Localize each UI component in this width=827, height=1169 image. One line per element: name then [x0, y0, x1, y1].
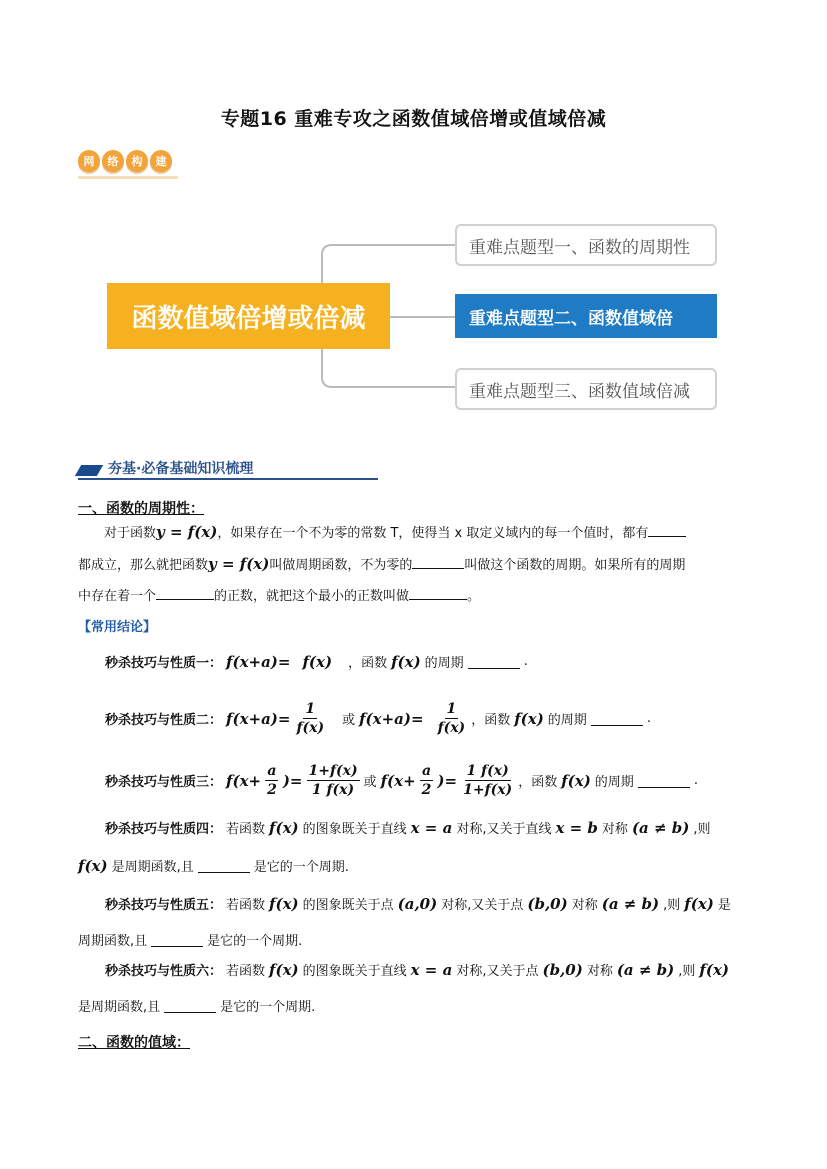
blank	[151, 932, 203, 947]
fraction: $\frac{a}{2}$	[267, 763, 277, 798]
mindmap-branch-3: 重难点题型三、函数值域倍减	[455, 368, 717, 410]
part1-heading: 一、函数的周期性：	[78, 501, 204, 517]
property-4-cont: f(x) 是周期函数,且 是它的一个周期.	[78, 856, 349, 875]
blank	[164, 998, 216, 1013]
common-conclusion-tag: 【常用结论】	[78, 620, 157, 635]
blank	[638, 773, 690, 788]
page-title: 专题16 重难专攻之函数值域倍增或值域倍减	[220, 108, 607, 130]
part2-heading: 二、函数的值域：	[78, 1035, 190, 1051]
property-5: 秒杀技巧与性质五： 若函数 f(x) 的图象既关于点 (a,0) 对称,又关于点 (b,0) 对称 (a ≠ b) ,则 f(x) 是	[105, 894, 731, 913]
banner-underline	[78, 478, 378, 480]
property-6-cont: 是周期函数,且 是它的一个周期.	[78, 1000, 316, 1015]
banner-bar	[75, 465, 103, 476]
blank	[198, 858, 250, 873]
property-4: 秒杀技巧与性质四： 若函数 f(x) 的图象既关于直线 x = a 对称,又关于直线 x = b 对称 (a ≠ b) ,则	[105, 818, 711, 837]
property-2: 秒杀技巧与性质二： f(x+a)= $\frac{1}{f(x)}$ 或 f(x+a)= $\frac{1}{f(x)}$ ，函数 f(x) 的周期 .	[105, 701, 651, 736]
badge-underline	[78, 176, 178, 179]
part1-line3: 中存在着一个 的正数，就把这个最小的正数叫做 。	[78, 585, 753, 607]
fraction: $\frac{1}{f(x)}$	[296, 701, 325, 736]
banner-text: 夯基·必备基础知识梳理	[108, 461, 254, 477]
math-fx: y = f(x)	[208, 555, 270, 573]
property-1: 秒杀技巧与性质一： f(x+a)= f(x) ，函数 f(x) 的周期 .	[105, 652, 528, 671]
property-5-cont: 周期函数,且 是它的一个周期.	[78, 934, 303, 949]
section-badge	[78, 150, 172, 172]
property-6: 秒杀技巧与性质六： 若函数 f(x) 的图象既关于直线 x = a 对称,又关于点 (b,0) 对称 (a ≠ b) ,则 f(x)	[105, 960, 729, 979]
badge-char: 络	[102, 150, 124, 172]
badge-char: 网	[78, 150, 100, 172]
fraction: $\frac{a}{2}$	[421, 763, 432, 798]
math-fx: y = f(x)	[156, 523, 218, 541]
blank	[591, 711, 643, 726]
fraction: $\frac{1}{f(x)}$	[437, 701, 466, 736]
blank	[409, 585, 467, 600]
mindmap-branch-1: 重难点题型一、函数的周期性	[455, 224, 717, 266]
mindmap-center: 函数值域倍增或倍减	[107, 283, 390, 349]
blank	[156, 585, 214, 600]
mindmap-branch-2: 重难点题型二、函数值域倍	[455, 294, 717, 338]
section-banner	[78, 456, 378, 482]
part1-paragraph: 对于函数y = f(x)，如果存在一个不为零的常数 T，使得当 x 取定义域内的每一个值时，都有	[78, 522, 753, 544]
property-3: 秒杀技巧与性质三： f(x+ $\frac{a}{2}$ )= $\frac{1+f(x)}{1 f(x)}$ 或 f(x+ $\frac{a}{2}$ )= $\frac{1 f(x)}{1+f(x)}$ ，函数 f(x) 的周期 .	[105, 763, 698, 798]
blank	[468, 654, 520, 669]
part1-line2: 都成立，那么就把函数y = f(x)叫做周期函数，不为零的 叫做这个函数的周期。如果所有的周期	[78, 555, 686, 573]
blank	[412, 554, 464, 569]
blank	[648, 522, 686, 537]
badge-char: 构	[126, 150, 148, 172]
badge-char: 建	[150, 150, 172, 172]
fraction: $\frac{1 f(x)}{1+f(x)}$	[463, 763, 513, 798]
fraction: $\frac{1+f(x)}{1 f(x)}$	[308, 763, 358, 798]
